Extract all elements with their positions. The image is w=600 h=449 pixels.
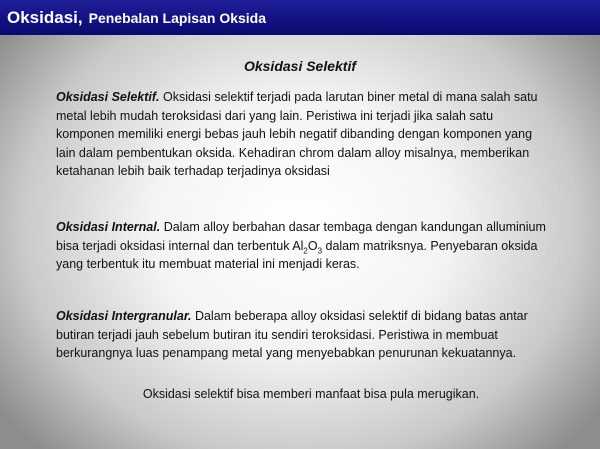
subscript-3: 3: [317, 246, 323, 256]
title-bar: [0, 0, 600, 35]
section-heading: Oksidasi Selektif: [243, 58, 357, 74]
paragraph-selective-oxidation: [56, 88, 550, 181]
paragraph-body: Oksidasi selektif terjadi pada larutan biner metal di mana salah satu metal lebih mudah teroksidasi dari yang lain. Peristiwa ini terjadi jika salah satu komponen memiliki energi bebas jauh lebih negatif dibanding dengan komponen yang lain dalam pembentukan oksida. Kehadiran chrom dalam alloy misalnya, memberikan ketahanan lebih baik terhadap terjadinya oksidasi: [56, 90, 538, 179]
paragraph-body: Dalam beberapa alloy oksidasi selektif di bidang batas antar butiran terjadi jauh sebelum butiran itu sendiri teroksidasi. Peristiwa in membuat berkurangnya luas penampang metal yang menyebabkan penurunan kekuatannya.: [56, 309, 528, 361]
paragraph-lead: Oksidasi Intergranular.: [56, 309, 192, 323]
subscript-2: 2: [303, 246, 308, 256]
slide-subtitle: Penebalan Lapisan Oksida: [88, 9, 267, 26]
formula-o: O: [307, 238, 318, 253]
paragraph-body-continued: dalam matriksnya. Penyebaran oksida yang terbentuk itu membuat material ini menjadi keras.: [56, 238, 538, 272]
paragraph-internal-oxidation: [56, 218, 550, 274]
conclusion-text: Oksidasi selektif bisa memberi manfaat bisa pula merugikan.: [142, 387, 480, 401]
paragraph-intergranular-oxidation: [56, 307, 550, 363]
slide-title: Oksidasi: [7, 7, 78, 27]
title-separator: ,: [77, 7, 83, 27]
paragraph-lead: Oksidasi Selektif.: [56, 90, 160, 104]
paragraph-lead: Oksidasi Internal.: [56, 220, 161, 234]
paragraph-body: Dalam alloy berbahan dasar tembaga dengan kandungan alluminium bisa terjadi oksidasi internal dan terbentuk Al: [56, 220, 546, 253]
